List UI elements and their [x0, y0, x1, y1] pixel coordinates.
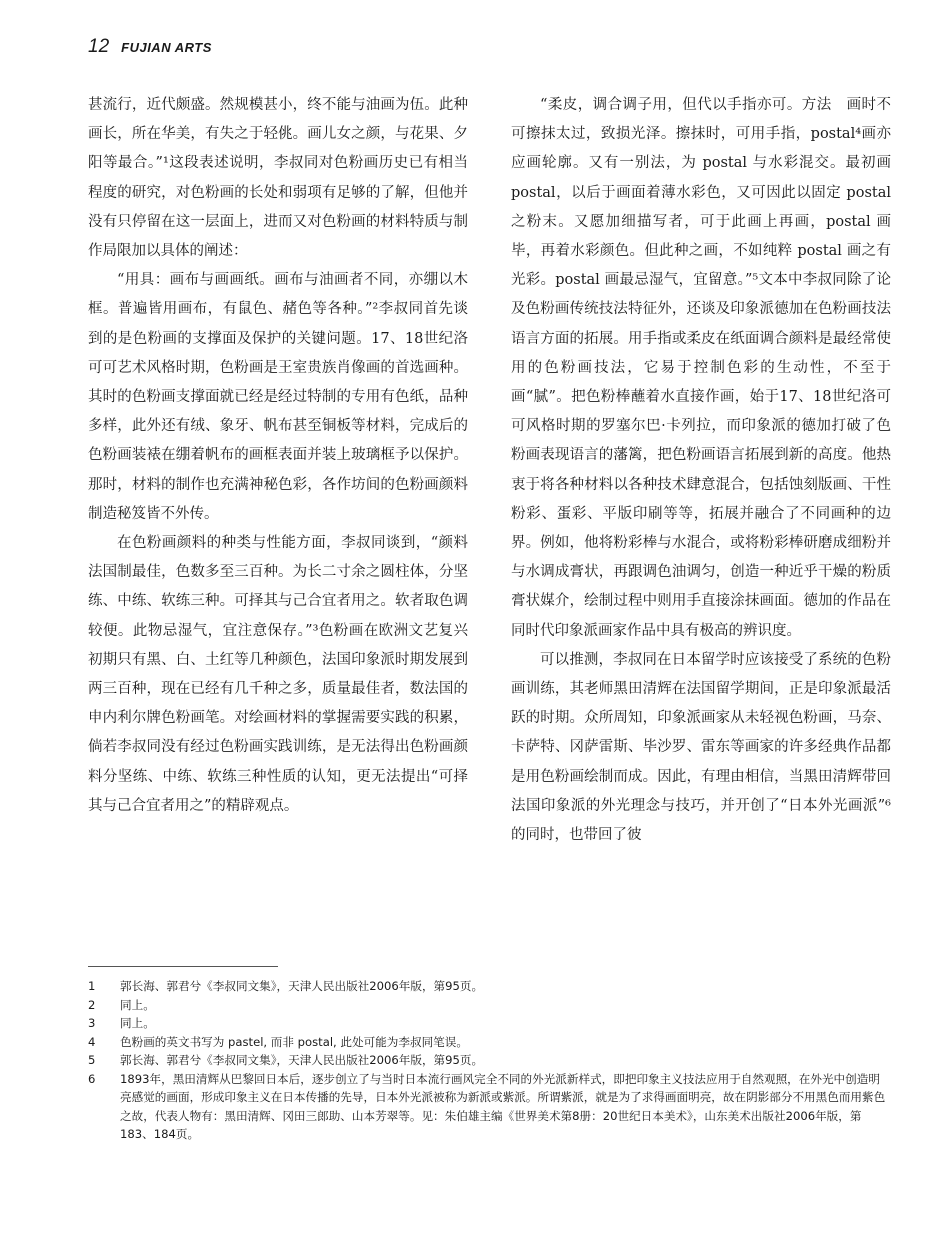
footnote: [88, 1070, 890, 1144]
paragraph: “用具：画布与画画纸。画布与油画者不同，亦绷以木框。普遍皆用画布，有鼠色、赭色等各种。”²李叔同首先谈到的是色粉画的支撑面及保护的关键问题。17、18世纪洛可可艺术风格时期，色粉画是王室贵族肖像画的首选画种。其时的色粉画支撑面就已经是经过特制的专用有色纸，品种多样，此外还有绒、象牙、帆布甚至铜板等材料，完成后的色粉画装裱在绷着帆布的画框表面并装上玻璃框予以保护。那时，材料的制作也充满神秘色彩，各作坊间的色粉画颜料制造秘笈皆不外传。: [88, 272, 468, 522]
footnote-text: 色粉画的英文书写为 pastel, 而非 postal, 此处可能为李叔同笔误。: [120, 1034, 468, 1049]
footnote-number: 1: [88, 979, 96, 993]
page-number: 12: [88, 36, 110, 57]
left-column: [88, 91, 468, 821]
paragraph: 可以推测，李叔同在日本留学时应该接受了系统的色粉画训练，其老师黑田清辉在法国留学期间，正是印象派最活跃的时期。众所周知，印象派画家从未轻视色粉画，马奈、卡萨特、冈萨雷斯、毕沙罗、雷东等画家的许多经典作品都是用色粉画绘制而成。因此，有理由相信，当黑田清辉带回法国印象派的外光理念与技巧，并开创了“日本外光画派”⁶的同时，也带回了彼: [511, 651, 891, 844]
paragraph: “柔皮，调合调子用，但代以手指亦可。方法 画时不可擦抹太过，致损光泽。擦抹时，可用手指，postal⁴画亦应画轮廓。又有一别法，为 postal 与水彩混交。最初画 postal，以后于画面着薄水彩色，又可因此以固定 postal 之粉末。又愿加细描写者，可于此画上再画，postal 画毕，再着水彩颜色。但此种之画，不如纯粹 postal 画之有光彩。postal 画最忌湿气，宜留意。”⁵文本中李叔同除了论及色粉画传统技法特征外，还谈及印象派德加在色粉画技法语言方面的拓展。用手指或柔皮在纸面调合颜料是最经常使用的色粉画技法，它易于控制色彩的生动性，不至于画“腻”。把色粉棒蘸着水直接作画，始于17、18世纪洛可可风格时期的罗塞尔巴·卡列拉，而印象派的德加打破了色粉画表现语言的藩篱，把色粉画语言拓展到新的高度。他热衷于将各种材料以各种技术肆意混合，包括蚀刻版画、干性粉彩、蛋彩、平版印刷等等，拓展并融合了不同画种的边界。例如，他将粉彩棒与水混合，或将粉彩棒研磨成细粉并与水调成膏状，再跟调色油调匀，创造一种近乎干燥的粉质膏状媒介，绘制过程中则用手直接涂抹画面。德加的作品在同时代印象派画家作品中具有极高的辨识度。: [511, 97, 891, 639]
footnote: [88, 996, 890, 1015]
footnote-text: 1893年，黑田清辉从巴黎回日本后，逐步创立了与当时日本流行画风完全不同的外光派新样式，即把印象主义技法应用于自然观照，在外光中创造明亮感觉的画面，形成印象主义在日本传播的先导，日本外光派被称为新派或紫派。所谓紫派，就是为了求得画面明亮，故在阴影部分不用黑色而用紫色之故，代表人物有：黑田清辉、冈田三郎助、山本芳翠等。见：朱伯雄主编《世界美术第8册：20世纪日本美术》，山东美术出版社2006年版，第183、184页。: [120, 1071, 886, 1141]
right-column: [511, 91, 891, 850]
footnote-number: 6: [88, 1071, 96, 1086]
footnote-number: 4: [88, 1034, 96, 1049]
footnote: [88, 1033, 890, 1052]
footnote-text: 同上。: [120, 997, 155, 1012]
footnote-number: 2: [88, 997, 96, 1012]
paragraph: 在色粉画颜料的种类与性能方面，李叔同谈到，“颜料法国制最佳，色数多至三百种。为长二寸余之圆柱体，分坚练、中练、软练三种。可择其与己合宜者用之。软者取色调较便。此物忌湿气，宜注意保存。”³色粉画在欧洲文艺复兴初期只有黑、白、土红等几种颜色，法国印象派时期发展到两三百种，现在已经有几千种之多，质量最佳者，数法国的申内利尔牌色粉画笔。对绘画材料的掌握需要实践的积累，倘若李叔同没有经过色粉画实践训练，是无法得出色粉画颜料分坚练、中练、软练三种性质的认知，更无法提出“可择其与己合宜者用之”的精辟观点。: [88, 535, 468, 814]
footnote: [88, 977, 890, 996]
footnote-text: 同上。: [120, 1016, 155, 1030]
footnote: [88, 1051, 890, 1070]
footnote-text: 郭长海、郭君兮《李叔同文集》，天津人民出版社2006年版，第95页。: [120, 1053, 484, 1067]
footnotes: [88, 977, 890, 1144]
journal-title: FUJIAN ARTS: [121, 40, 212, 55]
footnote-text: 郭长海、郭君兮《李叔同文集》，天津人民出版社2006年版，第95页。: [120, 979, 484, 993]
footnote-divider: [88, 966, 278, 967]
running-header: [88, 36, 212, 62]
footnote-number: 3: [88, 1016, 96, 1030]
footnote: [88, 1014, 890, 1033]
footnote-number: 5: [88, 1053, 96, 1067]
paragraph: 甚流行，近代颇盛。然规模甚小，终不能与油画为伍。此种画长，所在华美，有失之于轻佻。画儿女之颜，与花果、夕阳等最合。”¹这段表述说明，李叔同对色粉画历史已有相当程度的研究，对色粉画的长处和弱项有足够的了解，但他并没有只停留在这一层面上，进而又对色粉画的材料特质与制作局限加以具体的阐述：: [88, 97, 468, 260]
